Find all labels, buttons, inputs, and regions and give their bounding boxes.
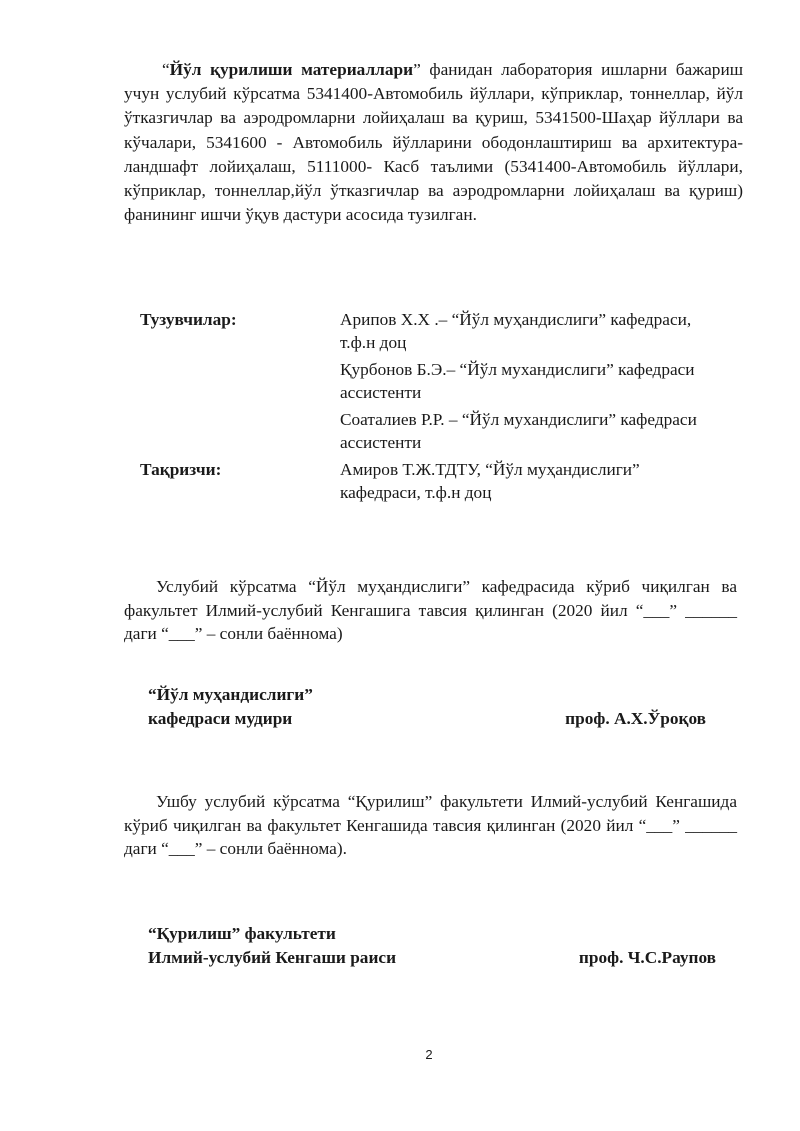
compilers-label: Тузувчилар: (140, 310, 237, 329)
faculty-signature-block (148, 922, 718, 970)
signature-title-line: “Қурилиш” факультети (148, 924, 336, 943)
compiler-entry (340, 308, 740, 354)
faculty-approval-paragraph: Ушбу услубий кўрсатма “Қурилиш” факультети Илмий-услубий Кенгашида кўриб чиқилган ва факультет Кенгашида тавсия қилинган (2020 йил “___” ______ даги “___” – сонли баённома). (124, 792, 737, 858)
compiler-line: Арипов Х.Х .– “Йўл муҳандислиги” кафедраси, (340, 310, 692, 329)
subject-open-quote: “ (162, 60, 170, 79)
compiler-line: т.ф.н доц (340, 333, 407, 352)
subject-close-quote: ” (413, 60, 421, 79)
signature-line (148, 946, 718, 970)
compilers-row (140, 308, 740, 458)
department-approval-paragraph: Услубий кўрсатма “Йўл муҳандислиги” кафедрасида кўриб чиқилган ва факультет Илмий-услубий Кенгашига тавсия қилинган (2020 йил “___” ______ даги “___” – сонли баённома) (124, 577, 737, 643)
signature-title-line: “Йўл муҳандислиги” (148, 685, 313, 704)
signatory-name: проф. А.Х.Ўроқов (565, 709, 706, 728)
compiler-line: Қурбонов Б.Э.– “Йўл мухандислиги” кафедраси (340, 360, 695, 379)
reviewer-row (140, 458, 740, 504)
signature-title-line: Илмий-услубий Кенгаши раиси (148, 948, 397, 967)
compiler-line: Соаталиев Р.Р. – “Йўл мухандислиги” кафедраси (340, 410, 697, 429)
intro-body: фанидан лаборатория ишларни бажариш учун услубий кўрсатма 5341400-Автомобиль йўллари, кўприклар, тоннеллар, йўл ўтказгичлар ва аэродромларни лойиҳалаш ва қуриш, 5341500-Шаҳар йўллари ва кўчалари, 5341600 - Автомобиль йўлларини ободонлаштириш ва архитектура-ландшафт лойиҳалаш, 5111000- Касб таълими (5341400-Автомобиль йўллари, кўприклар, тоннеллар,йўл ўтказгичлар ва аэродромларни лойиҳалаш ва қуриш) фанининг ишчи ўқув дастури асосида тузилган. (124, 60, 743, 225)
compiler-entry (340, 358, 740, 404)
compilers-list (340, 308, 740, 458)
reviewer-info (340, 458, 740, 504)
compiler-line: ассистенти (340, 383, 422, 402)
subject-title: Йўл қурилиши материаллари (169, 60, 414, 79)
reviewer-line: Амиров Т.Ж.ТДТУ, “Йўл муҳандислиги” (340, 460, 640, 479)
signature-line (148, 707, 718, 731)
reviewer-label: Тақризчи: (140, 460, 222, 479)
compiler-entry (340, 408, 740, 454)
signatory-name: проф. Ч.С.Раупов (578, 948, 716, 967)
credits-block (140, 308, 740, 504)
intro-paragraph (124, 58, 743, 227)
signature-title-line: кафедраси мудири (148, 709, 293, 728)
compiler-line: ассистенти (340, 433, 422, 452)
reviewer-line: кафедраси, т.ф.н доц (340, 483, 492, 502)
page-number: 2 (425, 1047, 433, 1062)
department-signature-block (148, 683, 718, 731)
